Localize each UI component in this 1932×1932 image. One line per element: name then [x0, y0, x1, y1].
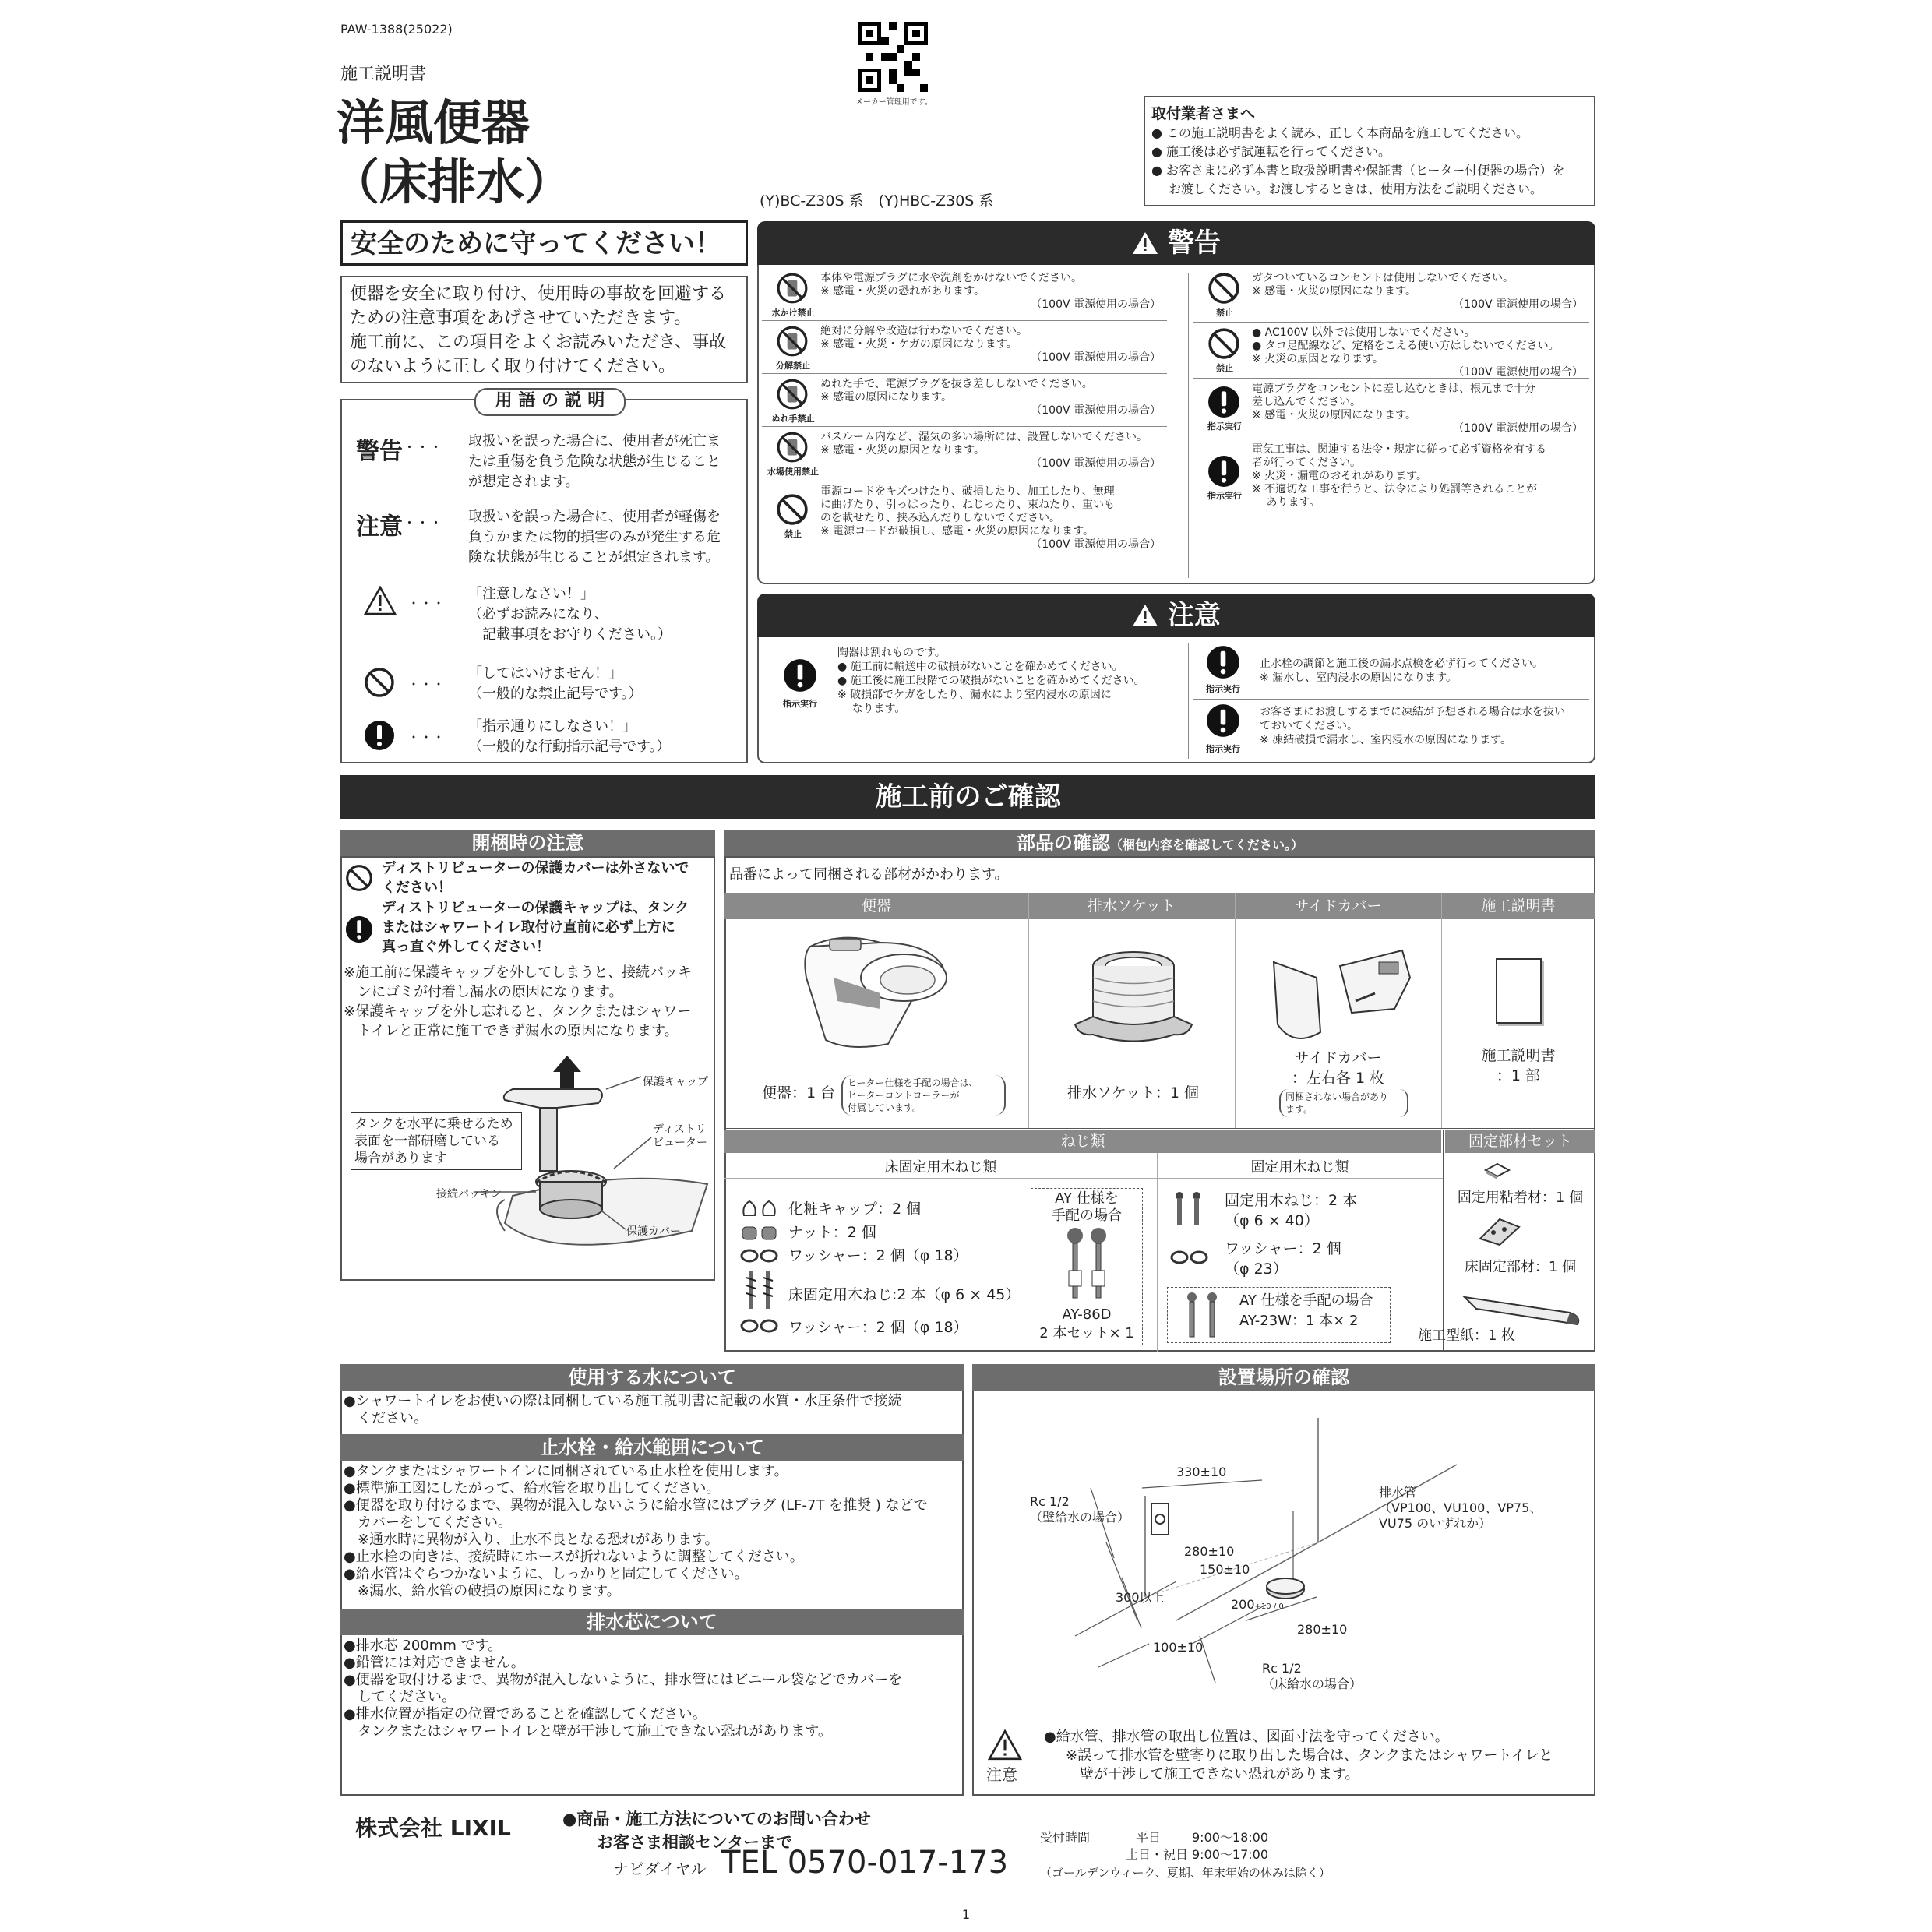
installer-item: ● お客さまに必ず本書と取扱説明書や保証書（ヒーター付便器の場合）を: [1151, 163, 1565, 178]
parts-header: 部品の確認（梱包内容を確認してください。）: [724, 830, 1595, 856]
installation-diagram: [989, 1402, 1581, 1701]
col-manual: 施工説明書: [1481, 897, 1556, 915]
anchor-screw-icon: [1183, 1292, 1222, 1342]
term-warning: 警告: [356, 438, 403, 465]
floor-bracket-icon: [1476, 1215, 1523, 1250]
prohibition-icon: [345, 864, 373, 892]
label-protective-cover: 保護カバー: [626, 1225, 681, 1238]
warning-row: 禁止 ● AC100V 以外では使用しないでください。 ● タコ足配線など、定格をこえる使い方はしないでください。 ※ 火災の原因となります。 （100V 電源使用の場合）: [1193, 323, 1589, 379]
page-subtitle: （床排水）: [331, 153, 573, 210]
hours-holiday-label: 土日・祝日: [1125, 1847, 1188, 1862]
warning-row: 禁止 ガタついているコンセントは使用しないでください。 ※ 感電・火災の原因になります。 （100V 電源使用の場合）: [1193, 269, 1589, 323]
drain-header: 排水芯について: [340, 1609, 964, 1635]
side-cover-caption: サイドカバー ：左右各 1 枚: [1291, 1049, 1385, 1087]
parts-intro: 品番によって同梱される部材がかわります。: [729, 866, 1009, 883]
ay23w-box: AY 仕様を手配の場合 AY-23W：1 本× 2: [1167, 1287, 1391, 1343]
installer-heading: 取付業者さまへ: [1151, 105, 1256, 122]
unpacking-rule-cap: ディストリビューターの保護キャップは、タンク またはシャワートイレ取付け直前に必ず上方に 真っ直ぐ外してください！: [382, 900, 689, 955]
term-warning-desc: 取扱いを誤った場合に、使用者が死亡ま たは重傷を負う危険な状態が生じること が想定されます。: [468, 433, 721, 490]
page-number: 1: [961, 1907, 971, 1922]
polish-callout: タンクを水平に乗せるため 表面を一部研磨している 場合があります: [351, 1112, 522, 1170]
prohibition-icon: [776, 431, 809, 464]
water-text: ●シャワートイレをお使いの際は同梱している施工説明書に記載の水質・水圧条件で接続 ください。: [344, 1393, 902, 1426]
ay86d-box: AY 仕様を 手配の場合 AY-86D 2 本セット× 1: [1031, 1188, 1143, 1345]
dim-rc-floor: Rc 1/2 （床給水の場合）: [1262, 1661, 1363, 1691]
hours-weekday-label: 平日: [1135, 1830, 1161, 1845]
hours-holiday: 9:00～17:00: [1192, 1847, 1269, 1862]
warning-row: 水かけ禁止 本体や電源プラグに水や洗剤をかけないでください。 ※ 感電・火災の恐れがあります。 （100V 電源使用の場合）: [762, 269, 1167, 322]
hours-label: 受付時間: [1040, 1830, 1091, 1845]
phone-number[interactable]: TEL 0570-017-173: [721, 1845, 1009, 1881]
warning-triangle-icon: [1132, 227, 1168, 259]
label-protective-cap: 保護キャップ: [643, 1076, 708, 1088]
fix-item-template: 施工型紙：1 枚: [1418, 1327, 1516, 1344]
page-title: 洋風便器: [337, 94, 531, 151]
unpacking-header: 開梱時の注意: [340, 830, 715, 856]
hours-note: （ゴールデンウィーク、夏期、年末年始の休みは除く）: [1040, 1866, 1331, 1880]
anchor-screw-icon: [1064, 1228, 1111, 1309]
wall-screws-list: 固定用木ねじ：2 本 （φ 6 × 40） ワッシャー：2 個 （φ 23）: [1225, 1192, 1358, 1278]
water-header: 使用する水について: [340, 1364, 964, 1391]
prohibition-icon: [776, 272, 809, 305]
wood-screw-icon: [1172, 1192, 1204, 1230]
caution-right-text-2: お客さまにお渡しするまでに凍結が予想される場合は水を抜い ておいてください。 ※ 凍結破損で漏水し、室内浸水の原因になります。: [1260, 706, 1565, 746]
site-header: 設置場所の確認: [972, 1364, 1595, 1391]
company-logo: 株式会社 LIXIL: [355, 1815, 511, 1841]
floor-screws-heading: 床固定用木ねじ類: [884, 1159, 997, 1176]
cap-icon: [740, 1200, 779, 1220]
hours-weekday: 9:00～18:00: [1192, 1830, 1269, 1845]
mandatory-icon: [1208, 455, 1240, 488]
site-caution-label: 注意: [986, 1765, 1017, 1784]
dim-150: 150±10: [1200, 1562, 1250, 1577]
mandatory-icon: [783, 658, 817, 693]
prohibition-icon: [776, 325, 809, 358]
caution-triangle-icon: [1132, 600, 1168, 631]
toilet-drawing: [795, 923, 958, 1059]
qr-code: [858, 22, 928, 92]
mandatory-icon: [345, 915, 373, 943]
safety-intro: 便器を安全に取り付け、使用時の事故を回避する ための注意事項をあげさせていただきます。 施工前に、この項目をよくお読みいただき、事故 のないように正しく取り付けてください。: [340, 276, 748, 383]
dim-330: 330±10: [1176, 1465, 1227, 1479]
terms-heading: 用 語 の 説 明: [474, 388, 626, 416]
doc-type: 施工説明書: [340, 65, 427, 84]
dim-200: 200+10 / 0: [1231, 1597, 1284, 1612]
qr-caption: メーカー管理用です。: [855, 98, 933, 107]
safety-heading: 安全のために守ってください！: [351, 228, 721, 259]
inquiry-heading: ●商品・施工方法についてのお問い合わせ お客さま相談センターまで: [562, 1810, 871, 1852]
warning-row: 禁止 電源コードをキズつけたり、破損したり、加工したり、無理 に曲げたり、引っぱったり、ねじったり、束ねたり、重いも のを載せたり、挟み込んだりしないでください。 ※ 電源コードが破損し、感電・火災の原因になります。 （100V 電源使用の場合）: [762, 482, 1167, 552]
manual-caption: 施工説明書 ：1 部: [1481, 1047, 1556, 1084]
col-toilet: 便器: [861, 897, 891, 915]
installer-item: お渡しください。お渡しするときは、使用方法をご説明ください。: [1169, 182, 1543, 196]
warning-text: 絶対に分解や改造は行わないでください。 ※ 感電・火災・ケガの原因になります。 （100V 電源使用の場合）: [820, 325, 1161, 364]
mandatory-icon: [1206, 703, 1240, 738]
installer-item: ● 施工後は必ず試運転を行ってください。: [1151, 144, 1391, 159]
wall-screws-heading: 固定用木ねじ類: [1250, 1159, 1349, 1176]
drain-text: ●排水芯 200mm です。 ●鉛管には対応できません。 ●便器を取付けるまで、異物が混入しないように、排水管にはビニール袋などでカバーを してください。 ●排水位置が指定の位置であることを確認してください。 タンクまたはシャワートイレと壁が干渉して施工できない恐れがあります。: [344, 1638, 902, 1740]
precheck-header: 施工前のご確認: [340, 775, 1595, 819]
warning-text: 電気工事は、関連する法令・規定に従って必ず資格を有する 者が行ってください。 ※ 火災・漏電のおそれがあります。 ※ 不適切な工事を行うと、法令により処罰等されることが あります。: [1252, 443, 1546, 509]
side-cover-note: 同梱されない場合があり ます。: [1279, 1089, 1408, 1117]
warning-row: ぬれ手禁止 ぬれた手で、電源プラグを抜き差ししないでください。 ※ 感電の原因になります。 （100V 電源使用の場合）: [762, 375, 1167, 428]
warning-text: ● AC100V 以外では使用しないでください。 ● タコ足配線など、定格をこえる使い方はしないでください。 ※ 火災の原因となります。 （100V 電源使用の場合）: [1252, 326, 1583, 379]
wood-screw-icon: [744, 1270, 775, 1313]
washer-icon: [740, 1248, 779, 1267]
symbol-prohibition-desc: 「してはいけません！」 （一般的な禁止記号です。）: [468, 665, 643, 702]
warning-text: ガタついているコンセントは使用しないでください。 ※ 感電・火災の原因になります。 （100V 電源使用の場合）: [1252, 272, 1583, 311]
screws-header: ねじ類: [724, 1130, 1441, 1153]
navi-dial-label: ナビダイヤル: [613, 1860, 707, 1878]
manual-drawing: [1496, 958, 1542, 1024]
warning-row: 指示実行 電気工事は、関連する法令・規定に従って必ず資格を有する 者が行ってください。 ※ 火災・漏電のおそれがあります。 ※ 不適切な工事を行うと、法令により処罰等されることが あります。: [1193, 440, 1589, 518]
dim-drain-pipe: 排水管 （VP100、VU100、VP75、 VU75 のいずれか）: [1379, 1485, 1542, 1531]
washer-icon: [1170, 1250, 1209, 1268]
prohibition-icon: [1208, 327, 1240, 360]
dim-100: 100±10: [1153, 1640, 1204, 1655]
prohibition-icon: [364, 667, 395, 698]
label-distributor: ディストリ ビューター: [653, 1123, 707, 1149]
stopcock-header: 止水栓・給水範囲について: [340, 1434, 964, 1461]
caution-left-text: 陶器は割れものです。 ● 施工前に輸送中の破損がないことを確かめてください。 ● 施工後に施工段階での破損がないことを確かめてください。 ※ 破損部でケガをしたり、漏水により室内浸水の原因に なります。: [837, 647, 1145, 715]
warning-text: 本体や電源プラグに水や洗剤をかけないでください。 ※ 感電・火災の恐れがあります。 （100V 電源使用の場合）: [820, 272, 1161, 311]
unpacking-rule-cover: ディストリビューターの保護カバーは外さないで ください！: [382, 860, 689, 896]
stopcock-text: ●タンクまたはシャワートイレに同梱されている止水栓を使用します。 ●標準施工図にしたがって、給水管を取り出してください。 ●便器を取り付けるまで、異物が混入しないように給水管にはプラグ (LF-7T を推奨 ) などで カバーをしてください。 ※通水時に異物が入り、止水不良となる恐れがあります。 ●止水栓の向きは、接続時にホースが折れないように調整してください。 ●給水管はぐらつかないように、しっかりと固定してください。 ※漏水、給水管の破損の原因になります。: [344, 1463, 928, 1599]
caution-triangle-icon: [988, 1729, 1022, 1761]
symbol-mandatory-desc: 「指示通りにしなさい！」 （一般的な行動指示記号です。）: [468, 718, 671, 755]
warning-text: ぬれた手で、電源プラグを抜き差ししないでください。 ※ 感電の原因になります。 （100V 電源使用の場合）: [820, 378, 1161, 417]
warning-header: 警告: [757, 221, 1595, 265]
installer-item: ● この施工説明書をよく読み、正しく本商品を施工してください。: [1151, 125, 1529, 140]
prohibition-icon: [776, 378, 809, 411]
toilet-heater-note: ヒーター仕様を手配の場合は、 ヒーターコントローラーが 付属しています。: [841, 1075, 1006, 1116]
model-numbers: (Y)BC-Z30S 系 (Y)HBC-Z30S 系: [760, 192, 994, 210]
terms-box: 用 語 の 説 明 警告 ・・・ 取扱いを誤った場合に、使用者が死亡ま たは重傷を負う危険な状態が生じること が想定されます。 注意 ・・・ 取扱いを誤った場合に、使用者が軽傷を 負うかまたは物的損害のみが発生する危 険な状態が生じることが想定されます。 ・・・ 「注意しなさい！」 （必ずお読みになり、 記載事項をお守りください。） ・・・ 「してはいけません！」 （一般的な禁止記号です。） ・・・ 「指示通りにしなさい！」 （一般的な行動指示記号です。）: [340, 399, 748, 763]
dim-300: 300以上: [1116, 1590, 1165, 1605]
mandatory-icon: [364, 720, 395, 751]
caution-triangle-icon: [364, 586, 397, 615]
term-caution-desc: 取扱いを誤った場合に、使用者が軽傷を 負うかまたは物的損害のみが発生する危 険な状態が生じることが想定されます。: [468, 509, 721, 566]
installer-box: [1144, 96, 1595, 206]
side-cover-drawing: [1262, 947, 1418, 1059]
floor-screws-list: 化粧キャップ：2 個 ナット：2 個 ワッシャー：2 個（φ 18） 床固定用木ねじ:2 本（φ 6 × 45） ワッシャー：2 個（φ 18）: [788, 1200, 1021, 1336]
nut-icon: [740, 1225, 779, 1245]
col-drain-socket: 排水ソケット: [1088, 897, 1176, 915]
mandatory-icon: [1208, 386, 1240, 418]
dim-280-b: 280±10: [1297, 1622, 1348, 1637]
col-side-cover: サイドカバー: [1294, 897, 1382, 915]
fix-set-header: 固定部材セット: [1445, 1130, 1595, 1153]
warning-text: バスルーム内など、湿気の多い場所には、設置しないでください。 ※ 感電・火災の原因となります。 （100V 電源使用の場合）: [820, 431, 1161, 470]
dim-280-a: 280±10: [1184, 1544, 1235, 1559]
warning-row: 水場使用禁止 バスルーム内など、湿気の多い場所には、設置しないでください。 ※ 感電・火災の原因となります。 （100V 電源使用の場合）: [762, 428, 1167, 482]
fix-item-bracket: 床固定部材：1 個: [1464, 1259, 1577, 1275]
safety-heading-box: [340, 220, 748, 266]
symbol-caution-desc: 「注意しなさい！」 （必ずお読みになり、 記載事項をお守りください。）: [468, 586, 672, 643]
toilet-caption: 便器：1 台: [762, 1084, 836, 1102]
term-caution: 注意: [356, 513, 403, 541]
washer-icon: [740, 1318, 779, 1337]
warning-text: 電源コードをキズつけたり、破損したり、加工したり、無理 に曲げたり、引っぱったり、ねじったり、束ねたり、重いも のを載せたり、挟み込んだりしないでください。 ※ 電源コードが破損し、感電・火災の原因になります。 （100V 電源使用の場合）: [820, 485, 1161, 551]
warning-row: 分解禁止 絶対に分解や改造は行わないでください。 ※ 感電・火災・ケガの原因になります。 （100V 電源使用の場合）: [762, 322, 1167, 375]
doc-code: PAW-1388(25022): [340, 22, 453, 37]
adhesive-icon: [1482, 1161, 1513, 1183]
label-packing: 接続パッキン: [436, 1188, 502, 1200]
site-notes: ●給水管、排水管の取出し位置は、図面寸法を守ってください。 ※誤って排水管を壁寄りに取り出した場合は、タンクまたはシャワートイレと 壁が干渉して施工できない恐れがあります。: [1044, 1729, 1553, 1782]
prohibition-icon: [1208, 272, 1240, 305]
prohibition-icon: [776, 493, 809, 526]
fix-item-adhesive: 固定用粘着材：1 個: [1457, 1190, 1584, 1206]
warning-text: 電源プラグをコンセントに差し込むときは、根元まで十分 差し込んでください。 ※ 感電・火災の原因になります。 （100V 電源使用の場合）: [1252, 383, 1583, 435]
caution-header: 注意: [757, 594, 1595, 637]
unpacking-notes: ※施工前に保護キャップを外してしまうと、接続パッキ ンにゴミが付着し漏水の原因になります。 ※保護キャップを外し忘れると、タンクまたはシャワー トイレと正常に施工できず漏水の原因になります。: [344, 964, 693, 1039]
caution-right-text-1: 止水栓の調節と施工後の漏水点検を必ず行ってください。 ※ 漏水し、室内浸水の原因になります。: [1260, 658, 1543, 684]
drain-socket-drawing: [1071, 943, 1196, 1055]
drain-socket-caption: 排水ソケット：1 個: [1067, 1084, 1199, 1102]
mandatory-icon: [1206, 645, 1240, 679]
warning-row: 指示実行 電源プラグをコンセントに差し込むときは、根元まで十分 差し込んでください。 ※ 感電・火災の原因になります。 （100V 電源使用の場合）: [1193, 379, 1589, 440]
dim-rc-wall: Rc 1/2 （壁給水の場合）: [1030, 1494, 1130, 1525]
